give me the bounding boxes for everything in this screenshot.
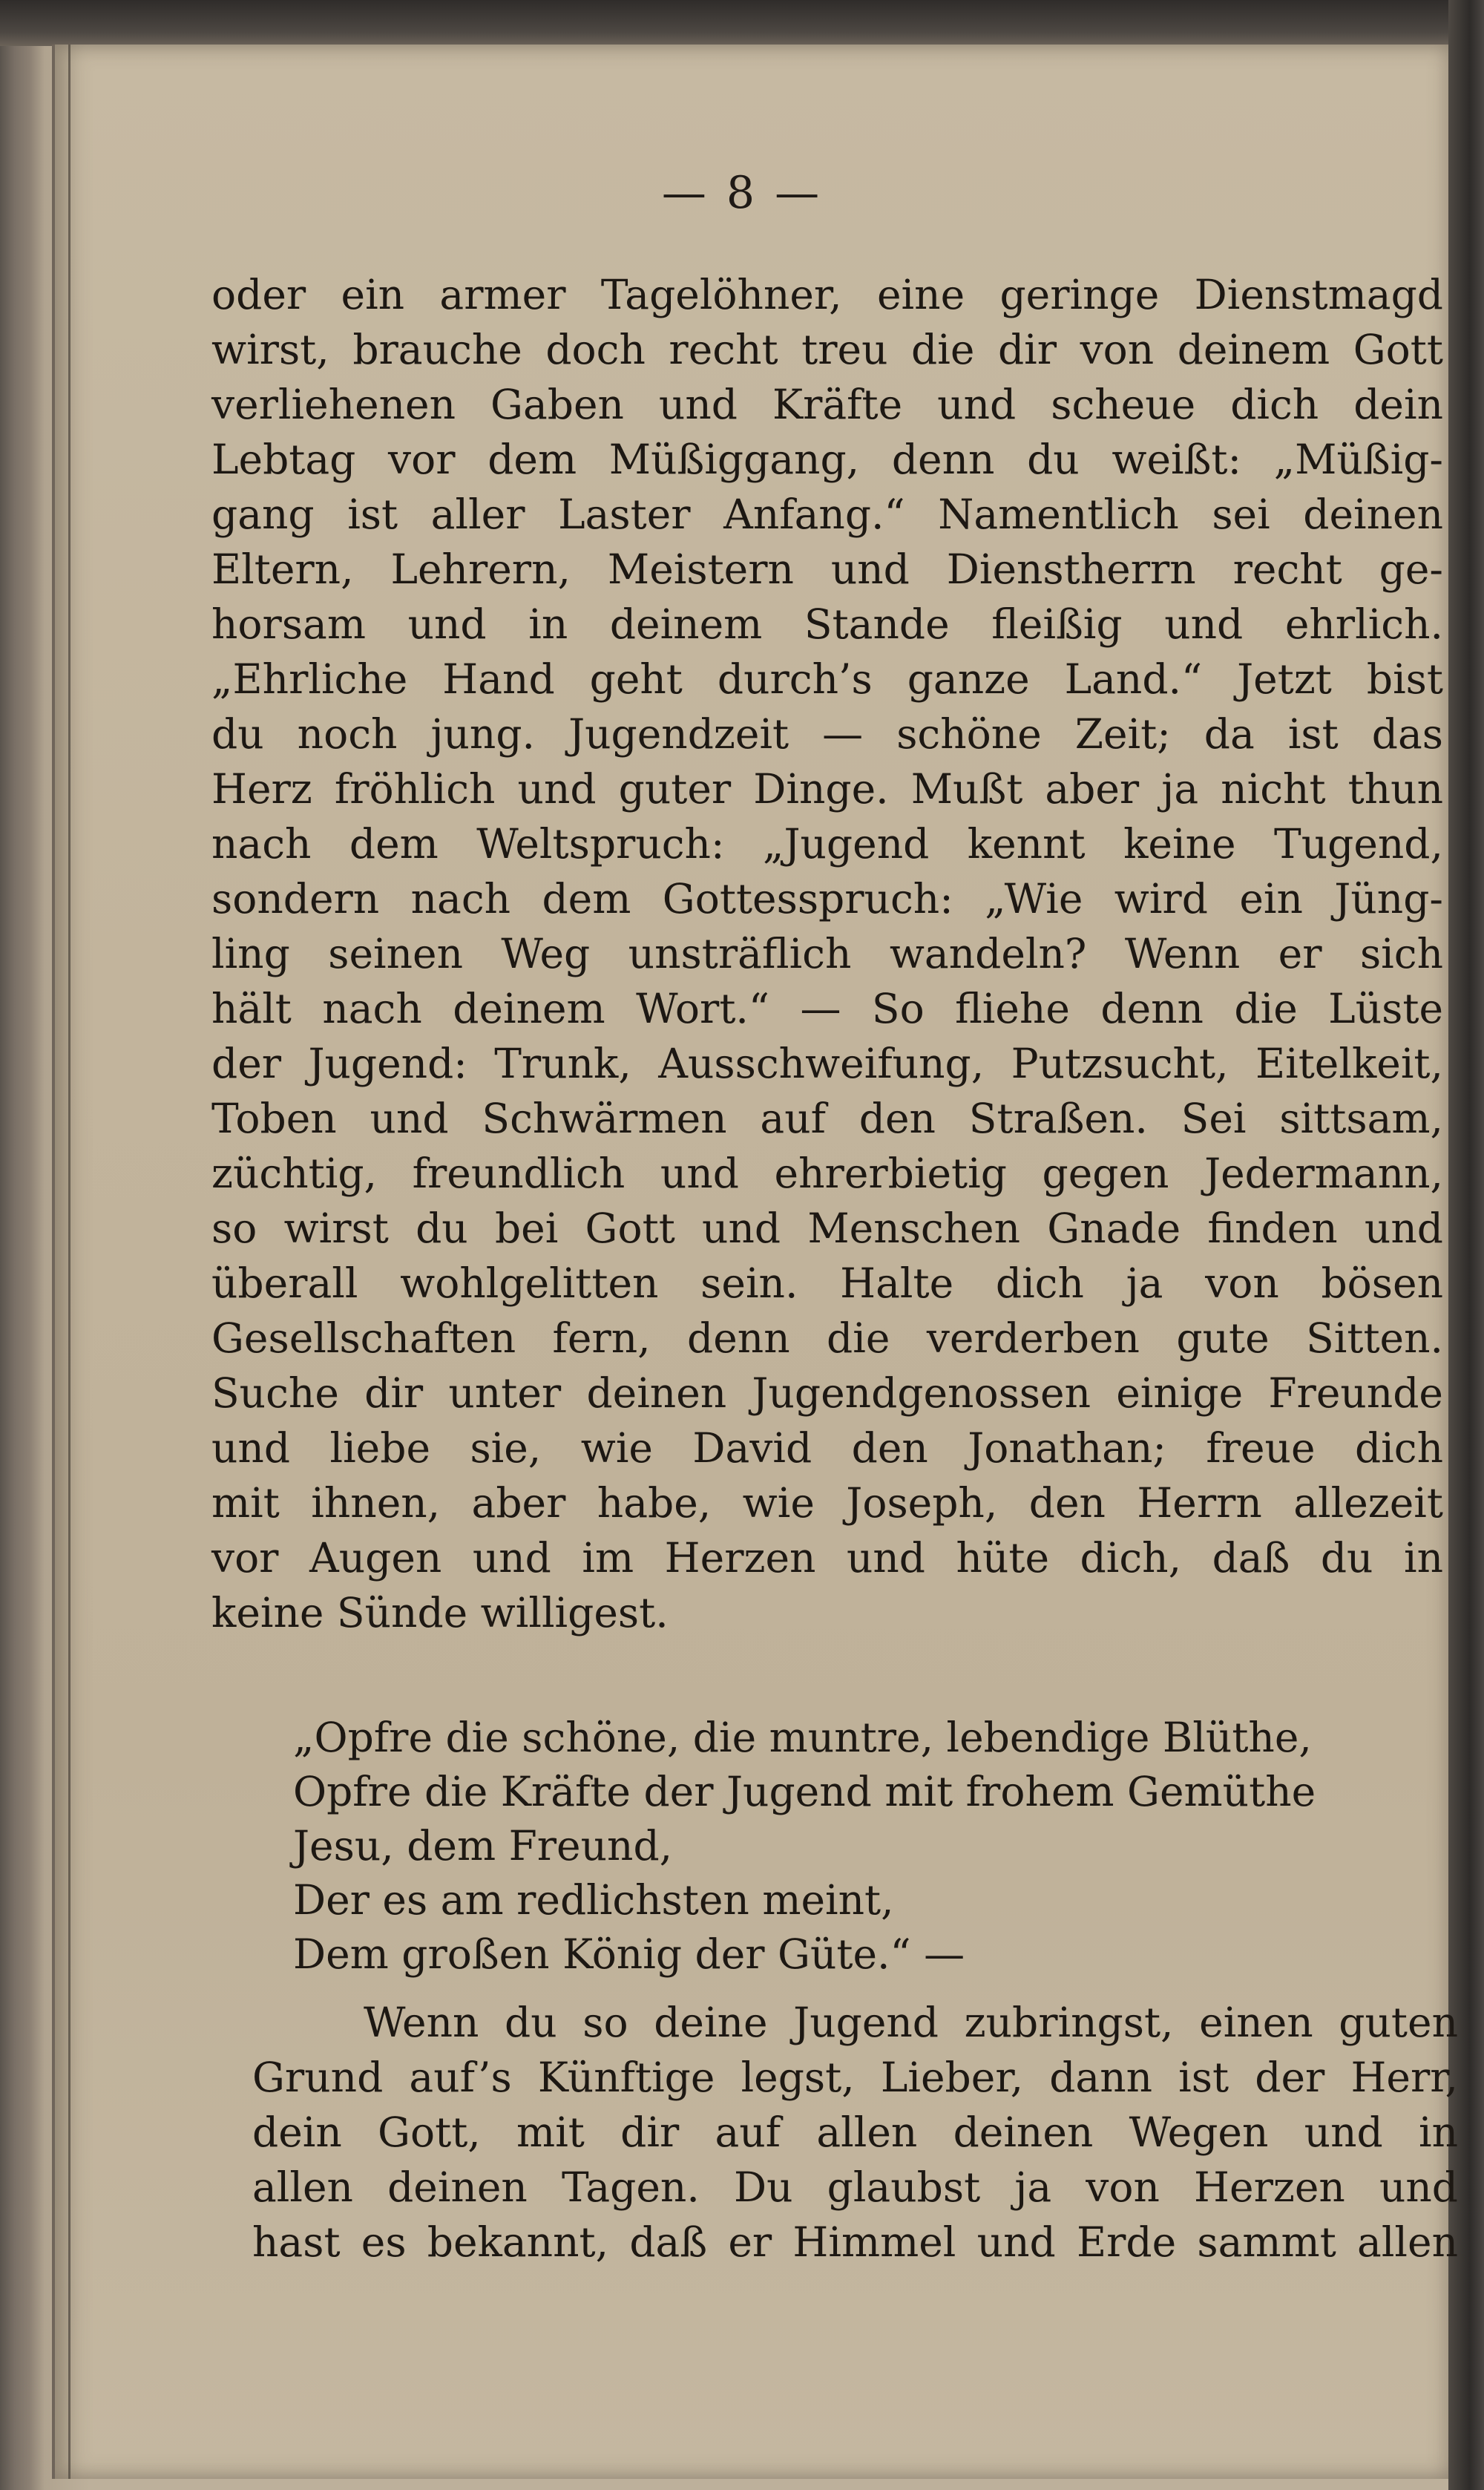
- page-number: — 8 —: [661, 167, 823, 219]
- poem-line: Dem großen König der Güte.“ —: [293, 1930, 965, 1978]
- text-line: allen deinen Tagen. Du glaubst ja von Herzen und: [252, 2163, 1458, 2211]
- text-line: hast es bekannt, daß er Himmel und Erde sammt allen: [252, 2218, 1458, 2266]
- poem-stanza: [293, 1711, 1406, 1982]
- text-line: dein Gott, mit dir auf allen deinen Wegen und in: [252, 2109, 1458, 2156]
- main-paragraph: [211, 267, 1443, 1640]
- text-line: horsam und in deinem Stande fleißig und ehrlich.: [211, 600, 1443, 648]
- text-line: überall wohlgelitten sein. Halte dich ja von bösen: [211, 1259, 1443, 1307]
- text-line: keine Sünde willigest.: [211, 1589, 669, 1636]
- text-line: wirst, brauche doch recht treu die dir von deinem Gott: [211, 326, 1443, 373]
- text-line: verliehenen Gaben und Kräfte und scheue dich dein: [211, 381, 1443, 428]
- text-line: nach dem Weltspruch: „Jugend kennt keine Tugend,: [211, 820, 1443, 868]
- poem-line: Jesu, dem Freund,: [293, 1822, 673, 1870]
- text-line: Gesellschaften fern, denn die verderben gute Sitten.: [211, 1314, 1443, 1362]
- text-line: gang ist aller Laster Anfang.“ Namentlich sei deinen: [211, 491, 1443, 538]
- text-line: Herz fröhlich und guter Dinge. Mußt aber ja nicht thun: [211, 765, 1443, 813]
- poem-line: Der es am redlichsten meint,: [293, 1876, 894, 1924]
- text-line: Eltern, Lehrern, Meistern und Dienstherrn recht ge-: [211, 545, 1443, 593]
- text-line: so wirst du bei Gott und Menschen Gnade finden und: [211, 1205, 1443, 1252]
- poem-line: „Opfre die schöne, die muntre, lebendige Blüthe,: [293, 1714, 1312, 1761]
- text-line: mit ihnen, aber habe, wie Joseph, den Herrn allezeit: [211, 1479, 1443, 1527]
- page-gutter-edge: [68, 45, 70, 2479]
- text-line: sondern nach dem Gottesspruch: „Wie wird ein Jüng-: [211, 875, 1443, 923]
- text-line: Lebtag vor dem Müßiggang, denn du weißt: „Müßig-: [211, 436, 1443, 483]
- text-line: du noch jung. Jugendzeit — schöne Zeit; da ist das: [211, 710, 1443, 758]
- text-line: ling seinen Weg unsträflich wandeln? Wenn er sich: [211, 930, 1443, 977]
- text-line: oder ein armer Tagelöhner, eine geringe Dienstmagd: [211, 271, 1443, 318]
- text-line: Suche dir unter deinen Jugendgenossen einige Freunde: [211, 1369, 1443, 1417]
- text-line: und liebe sie, wie David den Jonathan; freue dich: [211, 1424, 1443, 1472]
- poem-line: Opfre die Kräfte der Jugend mit frohem Gemüthe: [293, 1768, 1316, 1815]
- text-line: vor Augen und im Herzen und hüte dich, daß du in: [211, 1534, 1443, 1582]
- text-line: Grund auf’s Künftige legst, Lieber, dann ist der Herr,: [252, 2054, 1458, 2101]
- text-line: „Ehrliche Hand geht durch’s ganze Land.“ Jetzt bist: [211, 655, 1443, 703]
- closing-paragraph: [252, 1995, 1458, 2270]
- text-line: Wenn du so deine Jugend zubringst, einen guten: [364, 1999, 1458, 2046]
- text-line: Toben und Schwärmen auf den Straßen. Sei sittsam,: [211, 1095, 1443, 1142]
- text-line: züchtig, freundlich und ehrerbietig gegen Jedermann,: [211, 1150, 1443, 1197]
- top-shadow: [0, 0, 1484, 46]
- text-line: der Jugend: Trunk, Ausschweifung, Putzsucht, Eitelkeit,: [211, 1040, 1443, 1087]
- text-line: hält nach deinem Wort.“ — So fliehe denn die Lüste: [211, 985, 1443, 1032]
